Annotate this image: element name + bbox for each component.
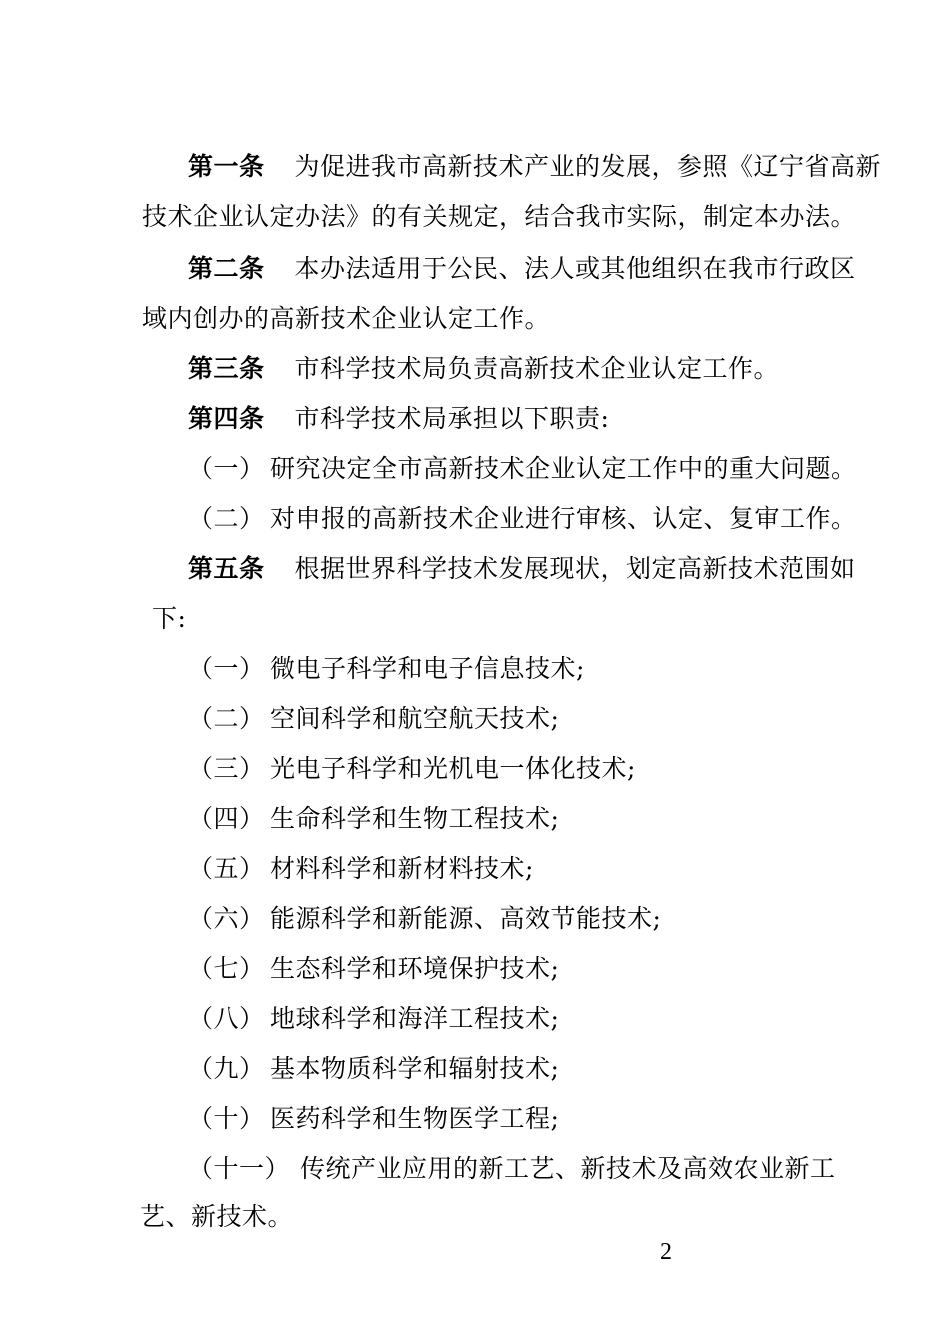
item-number: （二） (188, 704, 265, 733)
item-number: （八） (188, 1004, 265, 1033)
item-text: 医药科学和生物医学工程; (270, 1104, 560, 1133)
article-1-text: 为促进我市高新技术产业的发展，参照《辽宁省高新 (294, 152, 882, 181)
article-5-item-continuation: 艺、新技术。 (140, 1202, 294, 1231)
article-3-line-1 (188, 352, 779, 386)
item-text: 传统产业应用的新工艺、新技术及高效农业新工 (300, 1154, 836, 1183)
item-text: 空间科学和航空航天技术; (270, 704, 560, 733)
article-2-line-2: 域内创办的高新技术企业认定工作。 (142, 304, 551, 333)
item-text: 对申报的高新技术企业进行审核、认定、复审工作。 (270, 504, 857, 533)
article-4-item (188, 452, 857, 486)
item-number: （十） (188, 1104, 265, 1133)
article-4-heading: 第四条 (188, 404, 265, 433)
article-5-item (188, 802, 559, 836)
article-5-item (188, 952, 559, 986)
item-text: 研究决定全市高新技术企业认定工作中的重大问题。 (270, 454, 857, 483)
article-5-line-1 (188, 552, 856, 586)
article-5-item (188, 1152, 836, 1186)
article-3-heading: 第三条 (188, 354, 265, 383)
article-5-item (188, 1002, 559, 1036)
item-number: （七） (188, 954, 265, 983)
article-5-item (188, 1102, 559, 1136)
item-text: 地球科学和海洋工程技术; (270, 1004, 560, 1033)
item-number: （五） (188, 854, 265, 883)
article-5-item (188, 1052, 559, 1086)
article-2-text: 本办法适用于公民、法人或其他组织在我市行政区 (294, 254, 856, 283)
article-5-item (188, 902, 661, 936)
article-5-item (188, 652, 585, 686)
item-text: 基本物质科学和辐射技术; (270, 1054, 560, 1083)
item-text: 光电子科学和光机电一体化技术; (270, 754, 636, 783)
item-number: （四） (188, 804, 265, 833)
article-5-item (188, 752, 636, 786)
article-5-text: 根据世界科学技术发展现状，划定高新技术范围如 (294, 554, 856, 583)
article-5-heading: 第五条 (188, 554, 265, 583)
article-4-text: 市科学技术局承担以下职责: (294, 404, 610, 433)
item-number: （九） (188, 1054, 265, 1083)
item-text: 微电子科学和电子信息技术; (270, 654, 585, 683)
item-text: 能源科学和新能源、高效节能技术; (270, 904, 662, 933)
article-1-line-2: 技术企业认定办法》的有关规定，结合我市实际，制定本办法。 (142, 202, 857, 231)
item-number: （一） (188, 654, 265, 683)
item-number: （三） (188, 754, 265, 783)
article-5-line-2: 下: (152, 604, 187, 633)
article-4-item (188, 502, 857, 536)
item-number: （二） (188, 504, 265, 533)
article-5-item (188, 852, 534, 886)
article-5-item (188, 702, 559, 736)
page-number: 2 (660, 1239, 672, 1265)
article-4-line-1 (188, 402, 609, 436)
item-text: 生命科学和生物工程技术; (270, 804, 560, 833)
article-1-line-1 (188, 150, 881, 184)
article-2-line-1 (188, 252, 856, 286)
article-2-heading: 第二条 (188, 254, 265, 283)
article-1-heading: 第一条 (188, 152, 265, 181)
item-text: 材料科学和新材料技术; (270, 854, 534, 883)
item-number: （一） (188, 454, 265, 483)
article-3-text: 市科学技术局负责高新技术企业认定工作。 (294, 354, 780, 383)
item-number: （六） (188, 904, 265, 933)
item-text: 生态科学和环境保护技术; (270, 954, 560, 983)
item-number: （十一） (188, 1154, 291, 1183)
